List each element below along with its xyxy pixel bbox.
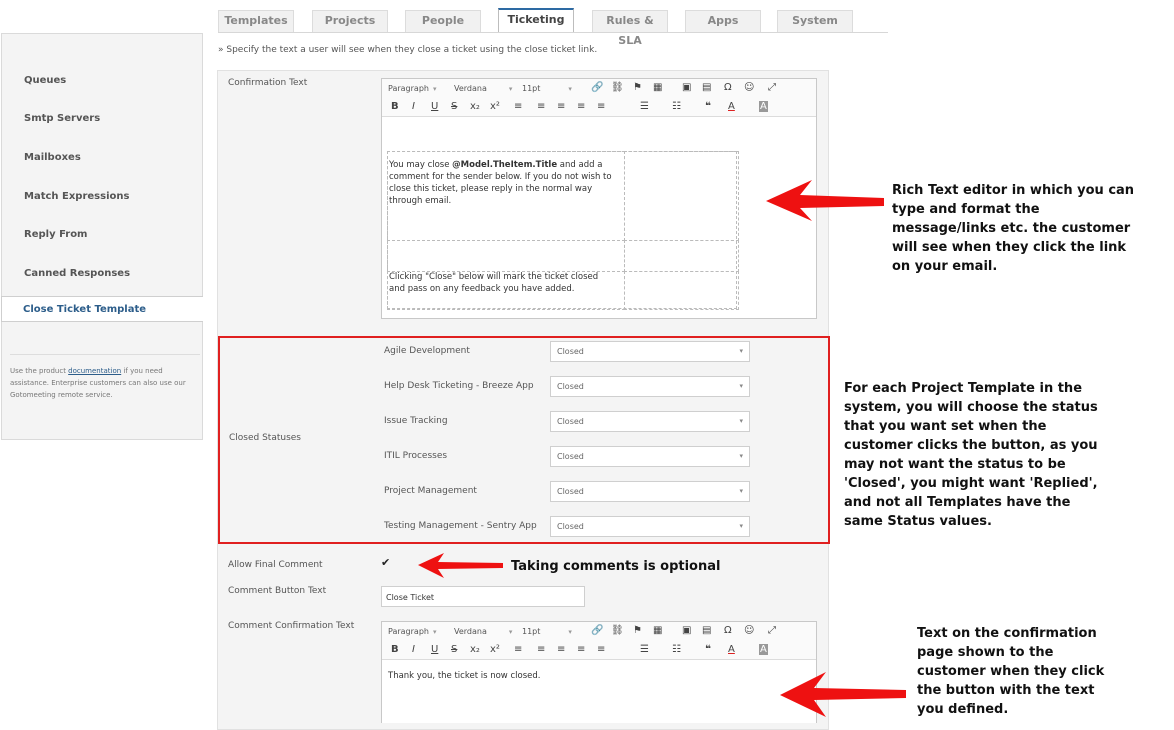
- fullscreen-icon[interactable]: ⤢: [768, 625, 776, 636]
- emoji-icon[interactable]: ☺: [744, 82, 755, 93]
- font-family-dropdown[interactable]: Verdana ▾: [454, 627, 513, 636]
- annotation-arrow: [418, 553, 503, 578]
- help-prefix: Use the product: [10, 367, 69, 375]
- bold-icon[interactable]: B: [391, 101, 399, 112]
- link-icon[interactable]: 🔗: [591, 82, 604, 93]
- font-family-dropdown[interactable]: Verdana ▾: [454, 84, 513, 93]
- fullscreen-icon[interactable]: ⤢: [768, 82, 776, 93]
- link-icon[interactable]: 🔗: [591, 625, 604, 636]
- text-color-icon[interactable]: A: [728, 101, 735, 112]
- emoji-icon[interactable]: ☺: [744, 625, 755, 636]
- tab-projects[interactable]: Projects: [312, 10, 388, 32]
- table-icon[interactable]: ▦: [653, 82, 663, 93]
- annotation-statuses: For each Project Template in the system, you will choose the status that you want set when the customer clicks the button, as you may not want the status to be 'Closed', you might want 'Replied', and not all Templates have the same Status values.: [844, 381, 1098, 529]
- comment-button-text-input[interactable]: Close Ticket: [381, 586, 585, 607]
- status-select[interactable]: Closed ▾: [550, 411, 750, 432]
- special-char-icon[interactable]: Ω: [724, 82, 732, 93]
- status-select[interactable]: Closed ▾: [550, 341, 750, 362]
- annotation-arrow: [766, 180, 884, 221]
- anchor-icon[interactable]: ⚑: [633, 625, 642, 636]
- superscript-icon[interactable]: x²: [490, 101, 500, 112]
- status-project-label: Agile Development: [384, 346, 470, 356]
- numbered-list-icon[interactable]: ☷: [672, 644, 681, 655]
- underline-icon[interactable]: U: [431, 101, 439, 112]
- status-select[interactable]: Closed ▾: [550, 481, 750, 502]
- align-justify-icon[interactable]: ≡: [597, 101, 606, 112]
- annotation-optional: Taking comments is optional: [511, 559, 721, 574]
- page-intro: » Specify the text a user will see when they close a ticket using the close ticket link.: [218, 45, 598, 55]
- font-size-dropdown[interactable]: 11pt ▾: [522, 627, 572, 636]
- annotation-arrow: [780, 672, 906, 717]
- table-icon[interactable]: ▦: [653, 625, 663, 636]
- italic-icon[interactable]: I: [412, 101, 415, 112]
- comment-button-text-label: Comment Button Text: [228, 586, 327, 596]
- highlight-icon[interactable]: A: [760, 101, 767, 112]
- status-select[interactable]: Closed ▾: [550, 516, 750, 537]
- comment-confirmation-body-text: Thank you, the ticket is now closed.: [388, 671, 541, 681]
- align-right-icon[interactable]: ≡: [557, 644, 566, 655]
- status-project-label: Issue Tracking: [384, 416, 448, 426]
- font-size-dropdown[interactable]: 11pt ▾: [522, 84, 572, 93]
- comment-confirmation-text-label: Comment Confirmation Text: [228, 621, 355, 631]
- align-justify-icon[interactable]: ≡: [597, 644, 606, 655]
- tab-rules-sla[interactable]: Rules & SLA: [592, 10, 668, 32]
- sidebar-item-reply-from[interactable]: Reply From: [24, 229, 88, 240]
- sidebar-item-queues[interactable]: Queues: [24, 75, 67, 86]
- paragraph-format-dropdown[interactable]: Paragraph ▾: [388, 627, 437, 636]
- image-icon[interactable]: ▣: [682, 82, 692, 93]
- sidebar-item-canned-responses[interactable]: Canned Responses: [24, 268, 131, 279]
- confirmation-footer-text: Clicking "Close" below will mark the ticket closed and pass on any feedback you have added.: [389, 272, 599, 294]
- tab-system[interactable]: System: [777, 10, 853, 32]
- media-icon[interactable]: ▤: [702, 82, 712, 93]
- unlink-icon[interactable]: ⛓: [611, 82, 624, 93]
- status-select[interactable]: Closed ▾: [550, 376, 750, 397]
- subscript-icon[interactable]: x₂: [470, 101, 480, 112]
- align-left-icon[interactable]: ≡: [514, 101, 523, 112]
- annotation-confirmation-page: Text on the confirmation page shown to the customer when they click the button with the text you defined.: [917, 626, 1105, 717]
- paragraph-format-dropdown[interactable]: Paragraph ▾: [388, 84, 437, 93]
- anchor-icon[interactable]: ⚑: [633, 82, 642, 93]
- superscript-icon[interactable]: x²: [490, 644, 500, 655]
- blockquote-icon[interactable]: ❝: [705, 644, 711, 655]
- blockquote-icon[interactable]: ❝: [705, 101, 711, 112]
- sidebar-item-smtp-servers[interactable]: Smtp Servers: [24, 113, 101, 124]
- align-left-icon[interactable]: ≡: [514, 644, 523, 655]
- sidebar-item-mailboxes[interactable]: Mailboxes: [24, 152, 81, 163]
- status-select[interactable]: Closed ▾: [550, 446, 750, 467]
- align-right-alt-icon[interactable]: ≡: [577, 101, 586, 112]
- status-project-label: Help Desk Ticketing - Breeze App: [384, 381, 534, 391]
- underline-icon[interactable]: U: [431, 644, 439, 655]
- align-center-icon[interactable]: ≡: [537, 644, 546, 655]
- numbered-list-icon[interactable]: ☷: [672, 101, 681, 112]
- highlight-icon[interactable]: A: [760, 644, 767, 655]
- strikethrough-icon[interactable]: S: [451, 101, 458, 112]
- align-right-icon[interactable]: ≡: [557, 101, 566, 112]
- tab-apps[interactable]: Apps: [685, 10, 761, 32]
- tab-ticketing[interactable]: Ticketing: [498, 8, 574, 32]
- align-right-alt-icon[interactable]: ≡: [577, 644, 586, 655]
- bold-icon[interactable]: B: [391, 644, 399, 655]
- status-project-label: ITIL Processes: [384, 451, 448, 461]
- subscript-icon[interactable]: x₂: [470, 644, 480, 655]
- bullet-list-icon[interactable]: ☰: [640, 644, 649, 655]
- special-char-icon[interactable]: Ω: [724, 625, 732, 636]
- sidebar-item-match-expressions[interactable]: Match Expressions: [24, 191, 130, 202]
- confirmation-text-label: Confirmation Text: [228, 78, 308, 88]
- allow-final-comment-label: Allow Final Comment: [228, 560, 323, 570]
- sidebar-active-label: Close Ticket Template: [23, 304, 147, 315]
- media-icon[interactable]: ▤: [702, 625, 712, 636]
- documentation-link[interactable]: documentation: [68, 367, 122, 375]
- tab-templates[interactable]: Templates: [218, 10, 294, 32]
- tab-people[interactable]: People: [405, 10, 481, 32]
- unlink-icon[interactable]: ⛓: [611, 625, 624, 636]
- confirmation-body-text: You may close @Model.TheItem.Title and add a comment for the sender below. If you do not wish to close this ticket, please reply in the normal way through email.: [389, 160, 612, 206]
- align-center-icon[interactable]: ≡: [537, 101, 546, 112]
- help-suffix: if you need assistance. Enterprise customers can also use our Gotomeeting remote service.: [10, 367, 186, 399]
- annotation-rich-text: Rich Text editor in which you can type and format the message/links etc. the customer will see when they click the link on your email.: [892, 183, 1135, 274]
- closed-statuses-label: Closed Statuses: [229, 433, 301, 443]
- bullet-list-icon[interactable]: ☰: [640, 101, 649, 112]
- status-project-label: Testing Management - Sentry App: [384, 521, 537, 531]
- text-color-icon[interactable]: A: [728, 644, 735, 655]
- italic-icon[interactable]: I: [412, 644, 415, 655]
- image-icon[interactable]: ▣: [682, 625, 692, 636]
- allow-final-comment-checkbox[interactable]: ✔: [381, 556, 391, 569]
- status-project-label: Project Management: [384, 486, 477, 496]
- strikethrough-icon[interactable]: S: [451, 644, 458, 655]
